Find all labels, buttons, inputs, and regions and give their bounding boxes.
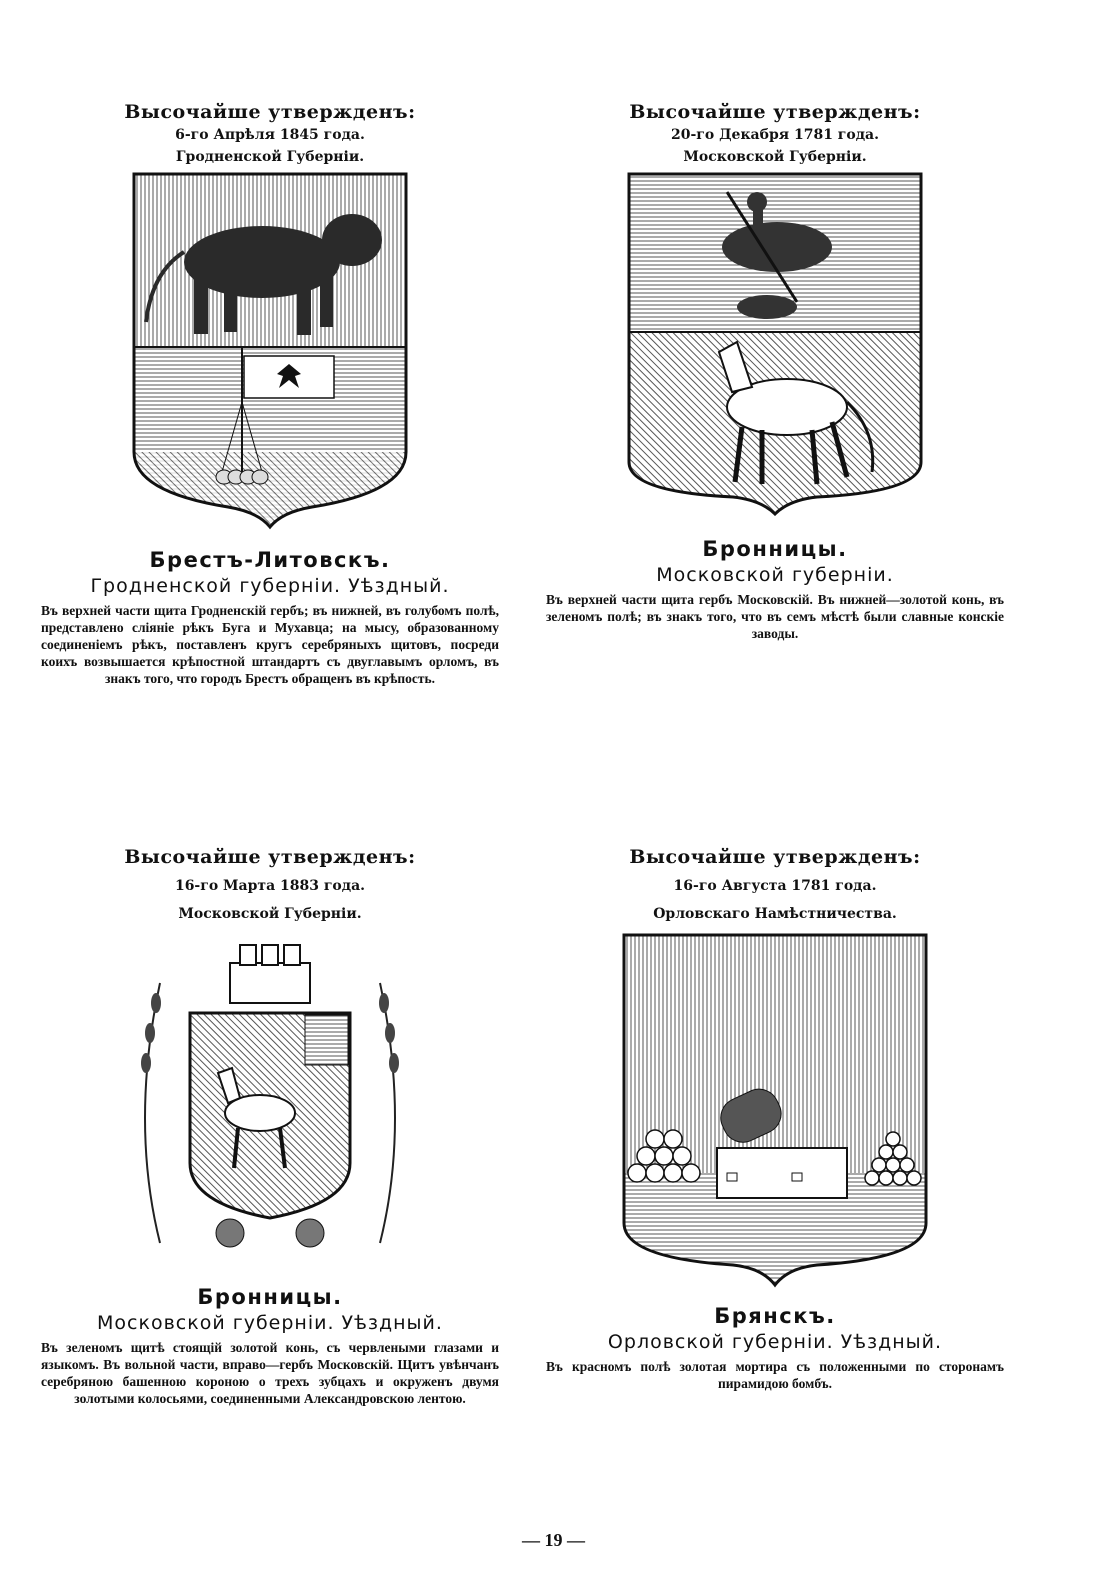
- city-subtitle: Московской губерніи.: [656, 564, 894, 586]
- coat-of-arms-bryansk: [622, 933, 928, 1288]
- coat-of-arms-bronnitsy-1781: [627, 172, 923, 517]
- city-name: Бронницы.: [702, 537, 848, 561]
- entry-brest-litovsk: [35, 100, 505, 687]
- entry-bryansk: [540, 845, 1010, 1392]
- province-header: Гродненской Губерніи.: [175, 149, 365, 165]
- approval-heading: Высочайше утвержденъ:: [629, 101, 921, 123]
- entry-bronnitsy-1883: [35, 845, 505, 1407]
- province-header: Орловскаго Намѣстничества.: [653, 906, 897, 922]
- coat-of-arms-bronnitsy-1883: [120, 943, 420, 1273]
- approval-date: 16-го Марта 1883 года.: [174, 878, 366, 894]
- approval-date: 20-го Декабря 1781 года.: [671, 127, 879, 143]
- city-name: Брестъ-Литовскъ.: [149, 548, 391, 572]
- city-subtitle: Московской губерніи. Уѣздный.: [97, 1312, 443, 1334]
- page-number: — 19 —: [522, 1530, 585, 1550]
- approval-heading: Высочайше утвержденъ:: [124, 846, 416, 868]
- entry-bronnitsy-1781: [540, 100, 1010, 642]
- approval-heading: Высочайше утвержденъ:: [124, 101, 416, 123]
- tower-crown: [230, 945, 310, 1003]
- city-name: Брянскъ.: [714, 1304, 836, 1328]
- approval-date: 6-го Апрѣля 1845 года.: [175, 127, 365, 143]
- city-subtitle: Орловской губерніи. Уѣздный.: [607, 1331, 943, 1353]
- coat-description: Въ красномъ полѣ золотая мортира съ положенными по сторонамъ пирамидою бомбъ.: [546, 1359, 1004, 1391]
- coat-description: Въ верхней части щита гербъ Московскій. Въ нижней—золотой конь, въ зеленомъ полѣ; въ знакъ того, что въ семъ мѣстѣ были славные конскіе заводы.: [546, 592, 1004, 641]
- province-header: Московской Губерніи.: [178, 906, 362, 922]
- approval-heading: Высочайше утвержденъ:: [629, 846, 921, 868]
- alexander-ribbon: [216, 1219, 324, 1247]
- coat-description: Въ зеленомъ щитѣ стоящій золотой конь, съ червлеными глазами и языкомъ. Въ вольной части, вправо—гербъ Московскій. Щитъ увѣнчанъ серебряною башенною короною о трехъ зубцахъ и окруженъ двумя золотыми колосьями, соединенными Александровскою лентою.: [41, 1340, 499, 1406]
- coat-of-arms-brest: [132, 172, 408, 532]
- approval-date: 16-го Августа 1781 года.: [673, 878, 877, 894]
- city-subtitle: Гродненской губерніи. Уѣздный.: [90, 575, 450, 597]
- province-header: Московской Губерніи.: [683, 149, 867, 165]
- city-name: Бронницы.: [197, 1285, 343, 1309]
- coat-description: Въ верхней части щита Гродненскій гербъ; въ нижней, въ голубомъ полѣ, представлено сліяніе рѣкъ Буга и Мухавца; на мысу, образованному соединеніемъ рѣкъ, поставленъ кругъ серебряныхъ щитовъ, посреди коихъ возвышается крѣпостной штандартъ съ двуглавымъ орломъ, въ знакъ того, что городъ Брестъ обращенъ въ крѣпость.: [41, 603, 499, 686]
